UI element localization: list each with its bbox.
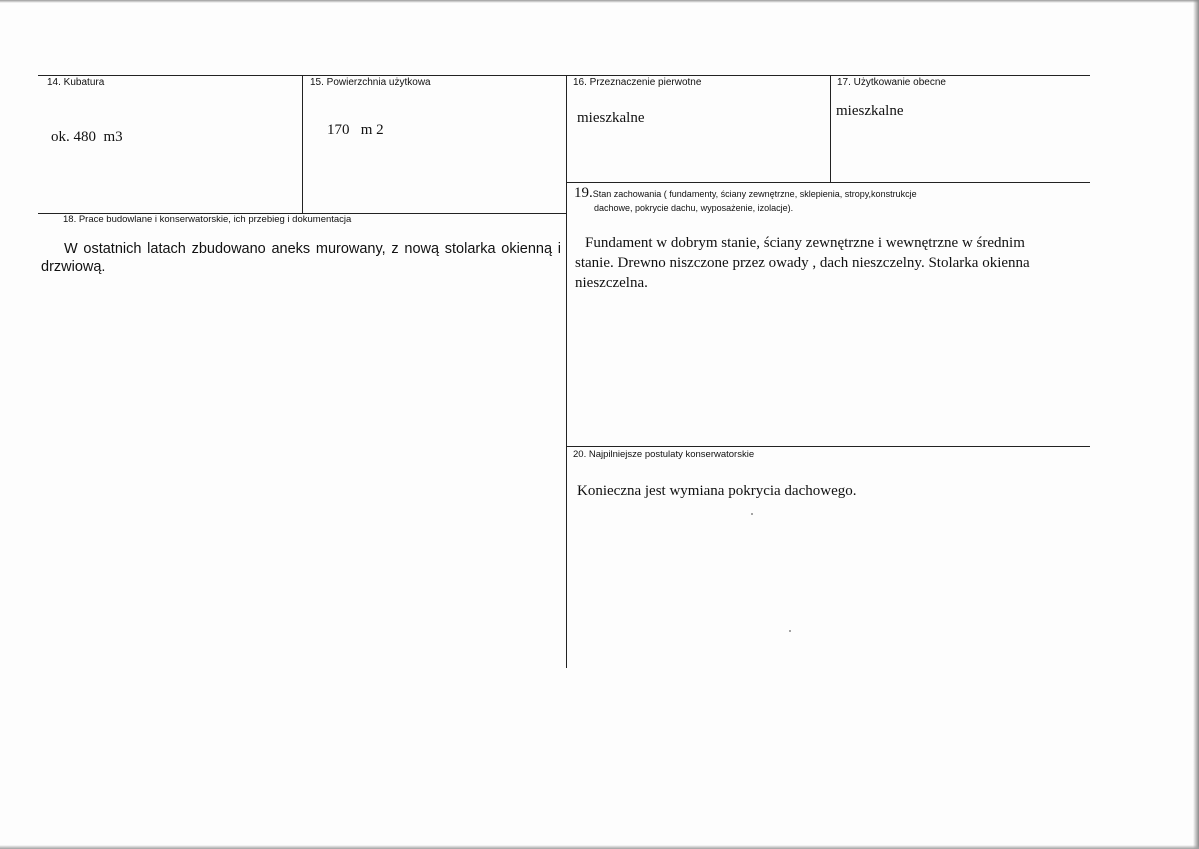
field-17-value: mieszkalne xyxy=(836,103,904,119)
field-16-value: mieszkalne xyxy=(577,110,645,126)
field-19-label-line1: Stan zachowania ( fundamenty, ściany zewnętrzne, sklepienia, stropy,konstrukcje xyxy=(592,189,917,199)
field-17-label: 17. Użytkowanie obecne xyxy=(837,77,946,88)
field-18-label: 18. Prace budowlane i konserwatorskie, ich przebieg i dokumentacja xyxy=(63,214,352,225)
divider-16-17 xyxy=(830,75,831,182)
scan-edge-right xyxy=(1193,0,1199,849)
line-above-20 xyxy=(566,446,1090,447)
field-19-value: Fundament w dobrym stanie, ściany zewnętrzne i wewnętrzne w średnim stanie. Drewno niszczone przez owady , dach nieszczelny. Stolarka okienna nieszczelna. xyxy=(575,235,1030,291)
scan-edge-bottom xyxy=(0,845,1199,849)
field-19-number: 19. xyxy=(574,185,593,201)
field-20-value: Konieczna jest wymiana pokrycia dachowego. xyxy=(577,483,857,499)
scan-edge-top xyxy=(0,0,1199,3)
field-19-label xyxy=(574,184,917,202)
scan-speck xyxy=(789,630,791,632)
field-15-label: 15. Powierzchnia użytkowa xyxy=(310,77,431,88)
field-16-label: 16. Przeznaczenie pierwotne xyxy=(573,77,702,88)
scan-speck xyxy=(751,513,753,515)
field-20-label: 20. Najpilniejsze postulaty konserwatorskie xyxy=(573,449,755,460)
field-14-label: 14. Kubatura xyxy=(47,77,105,88)
field-14-value: ok. 480 m3 xyxy=(51,129,123,145)
field-15-value: 170 m 2 xyxy=(327,122,384,138)
top-border-line xyxy=(38,75,1090,76)
divider-14-15 xyxy=(302,75,303,213)
line-under-16-17 xyxy=(566,182,1090,183)
field-19-label-line2: dachowe, pokrycie dachu, wyposażenie, izolacje). xyxy=(594,203,794,213)
center-divider xyxy=(566,75,567,668)
field-18-value: W ostatnich latach zbudowano aneks murowany, z nową stolarka okienną i drzwiową. xyxy=(41,241,561,275)
